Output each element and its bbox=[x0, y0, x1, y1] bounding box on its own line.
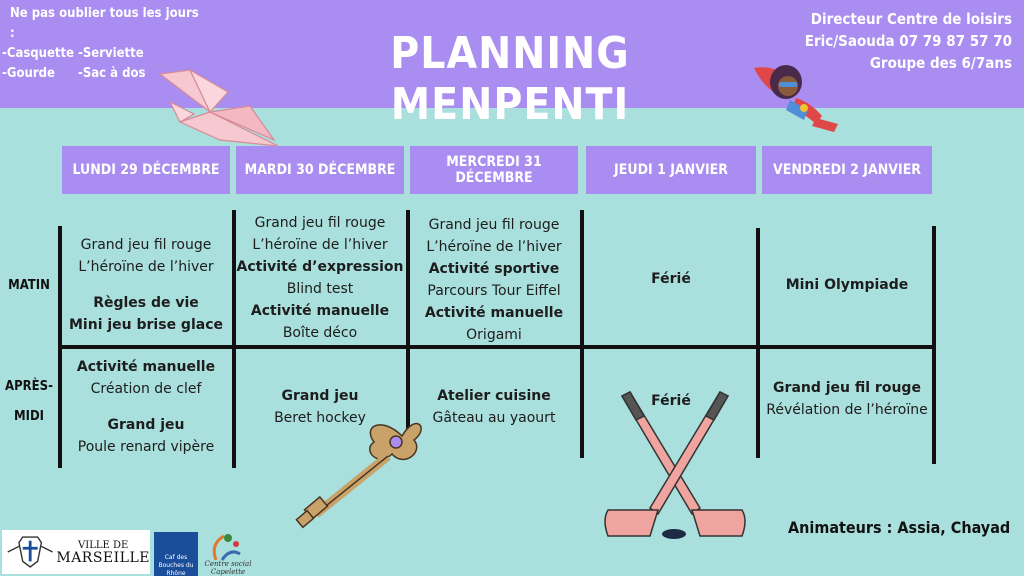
key-icon bbox=[292, 406, 452, 538]
activity-text: L’héroïne de l’hiver bbox=[78, 259, 214, 275]
activity-text: Grand jeu fil rouge bbox=[254, 215, 386, 231]
period-label-part: APRÈS- bbox=[5, 379, 53, 394]
centre-social-logo-text: Centre social Capelette bbox=[204, 560, 252, 576]
cell-morning-monday bbox=[62, 226, 230, 344]
period-label-afternoon bbox=[0, 372, 58, 432]
activity-text: Gâteau au yaourt bbox=[432, 410, 556, 426]
day-header-wednesday: MERCREDI 31 DÉCEMBRE bbox=[410, 146, 578, 194]
activity-text: Boîte déco bbox=[282, 325, 358, 341]
grid-line bbox=[580, 210, 584, 458]
activity-title: Activité manuelle bbox=[250, 303, 390, 319]
reminder-item: -Casquette bbox=[2, 46, 75, 61]
marseille-logo-text: VILLE DE bbox=[78, 540, 129, 551]
activity-title: Férié bbox=[651, 393, 691, 409]
marseille-logo-text: MARSEILLE bbox=[56, 550, 150, 566]
activity-text: Blind test bbox=[286, 281, 354, 297]
day-header-monday: LUNDI 29 DÉCEMBRE bbox=[62, 146, 230, 194]
activity-text: Origami bbox=[466, 327, 522, 343]
activity-title: Atelier cuisine bbox=[437, 388, 551, 404]
reminder-title: Ne pas oublier tous les jours : bbox=[10, 6, 199, 41]
page-title: PLANNING MENPENTI bbox=[390, 28, 630, 130]
contact-line: Eric/Saouda 07 79 87 57 70 bbox=[804, 32, 1012, 50]
activity-text: L’héroïne de l’hiver bbox=[426, 239, 562, 255]
grid-line bbox=[756, 228, 760, 458]
activity-text: Grand jeu fil rouge bbox=[80, 237, 212, 253]
contact-line: Directeur Centre de loisirs bbox=[810, 10, 1012, 28]
marseille-crest-icon bbox=[4, 532, 56, 572]
day-header-tuesday: MARDI 30 DÉCEMBRE bbox=[236, 146, 404, 194]
caf-logo: Caf des Bouches du Rhône bbox=[154, 532, 198, 576]
cell-morning-friday bbox=[762, 272, 932, 298]
activity-text: Parcours Tour Eiffel bbox=[427, 283, 561, 299]
activity-text: Création de clef bbox=[90, 381, 202, 397]
activity-title: Activité sportive bbox=[428, 261, 560, 277]
contact-line: Groupe des 6/7ans bbox=[869, 54, 1012, 72]
day-header-friday: VENDREDI 2 JANVIER bbox=[762, 146, 932, 194]
activity-title: Activité manuelle bbox=[76, 359, 216, 375]
superhero-girl-icon bbox=[746, 58, 850, 148]
credits-text: Animateurs : Assia, Chayad bbox=[788, 518, 1011, 537]
activity-text: Poule renard vipère bbox=[77, 439, 215, 455]
activity-title: Férié bbox=[651, 271, 691, 287]
activity-title: Activité manuelle bbox=[424, 305, 564, 321]
cell-morning-tuesday bbox=[236, 212, 404, 344]
hockey-sticks-icon bbox=[600, 390, 750, 542]
activity-title: Activité d’expression bbox=[236, 259, 404, 275]
activity-text: L’héroïne de l’hiver bbox=[252, 237, 388, 253]
centre-social-emblem-icon bbox=[200, 530, 256, 564]
cell-afternoon-monday bbox=[62, 352, 230, 462]
activity-title: Grand jeu fil rouge bbox=[773, 380, 921, 396]
activity-title: Grand jeu bbox=[281, 388, 359, 404]
reminder-item: -Serviette bbox=[78, 46, 144, 61]
activity-title: Mini jeu brise glace bbox=[69, 317, 223, 333]
reminder-item: -Gourde bbox=[2, 66, 55, 81]
centre-social-logo bbox=[200, 530, 256, 576]
reminder-item: -Sac à dos bbox=[78, 66, 146, 81]
cell-afternoon-friday bbox=[762, 376, 932, 422]
activity-text: Beret hockey bbox=[274, 410, 366, 426]
day-header-thursday: JEUDI 1 JANVIER bbox=[586, 146, 756, 194]
cell-morning-thursday bbox=[586, 266, 756, 292]
activity-title: Grand jeu bbox=[107, 417, 185, 433]
period-label-morning: MATIN bbox=[8, 278, 50, 293]
activity-text: Grand jeu fil rouge bbox=[428, 217, 560, 233]
period-label-part: MIDI bbox=[13, 409, 45, 424]
activity-text: Révélation de l’héroïne bbox=[766, 402, 928, 418]
activity-title: Règles de vie bbox=[93, 295, 199, 311]
marseille-logo bbox=[2, 530, 150, 574]
activity-title: Mini Olympiade bbox=[785, 277, 909, 293]
origami-crane-icon bbox=[150, 62, 282, 150]
partner-logos bbox=[0, 528, 260, 576]
cell-morning-wednesday bbox=[410, 214, 578, 346]
